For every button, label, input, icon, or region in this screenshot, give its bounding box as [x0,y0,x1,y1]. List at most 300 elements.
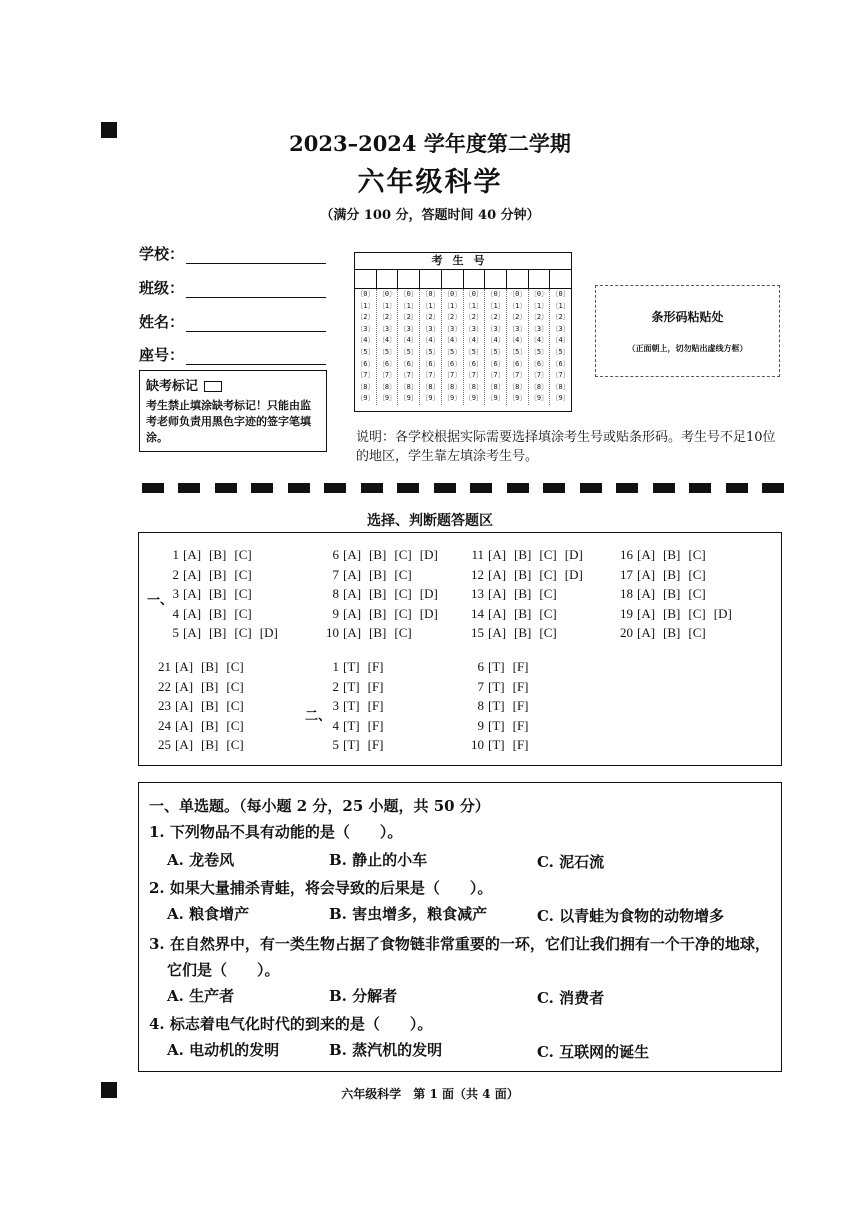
answer-row [319,547,446,563]
exam-id-bubble[interactable]: 〔9〕 [356,394,375,403]
exam-id-bubble[interactable]: 〔6〕 [377,359,397,368]
exam-id-bubble[interactable]: 〔2〕 [399,313,418,322]
exam-id-bubble[interactable]: 〔3〕 [356,324,375,333]
answer-bubble[interactable]: [F] [367,737,384,752]
answer-bubble[interactable]: [A] [488,625,507,640]
exam-id-bubble[interactable]: 〔0〕 [486,290,505,298]
exam-id-bubble[interactable]: 〔2〕 [443,313,462,322]
barcode-area [595,285,780,377]
q2-option-c[interactable]: C. 以青蛙为食物的动物增多 [537,907,725,925]
answer-bubble[interactable]: [D] [419,605,438,621]
answer-bubble[interactable]: [B] [209,605,227,621]
answer-bubble[interactable]: [C] [688,605,706,621]
answer-number: 19 [620,605,633,621]
answer-bubble[interactable]: [C] [226,659,244,674]
exam-id-bubble[interactable]: 〔7〕 [421,371,440,380]
answer-bubble[interactable]: [T] [488,659,505,674]
answer-bubble[interactable]: [A] [183,547,202,562]
exam-id-bubble[interactable]: 〔8〕 [529,382,549,391]
answer-bubble[interactable]: [C] [226,717,244,733]
answer-bubble[interactable]: [A] [488,586,507,601]
exam-id-bubble[interactable]: 〔8〕 [356,382,375,391]
answer-bubble[interactable]: [C] [688,547,706,562]
answer-row [319,698,392,714]
answer-bubble[interactable]: [B] [514,586,532,601]
answer-row [613,567,714,583]
answer-sheet-box [138,532,782,766]
answer-bubble[interactable]: [C] [234,605,252,621]
exam-id-bubble[interactable]: 〔4〕 [464,336,483,345]
exam-id-bubble[interactable]: 〔4〕 [486,336,505,345]
q4-option-b[interactable]: B. 蒸汽机的发明 [329,1041,443,1059]
answer-bubble[interactable]: [F] [512,678,529,694]
exam-id-bubble[interactable]: 〔6〕 [356,359,375,368]
answer-bubble[interactable]: [A] [488,547,507,562]
exam-id-column[interactable] [529,289,551,405]
exam-id-bubble[interactable]: 〔1〕 [464,301,483,310]
exam-id-bubble[interactable]: 〔9〕 [377,394,397,403]
answer-bubble[interactable]: [C] [394,625,412,640]
answer-bubble[interactable]: [T] [488,698,505,713]
answer-bubble[interactable]: [A] [343,586,362,601]
answer-bubble[interactable]: [A] [343,547,362,562]
exam-id-column[interactable] [355,289,377,405]
exam-id-bubble[interactable]: 〔4〕 [399,336,418,345]
answer-bubble[interactable]: [D] [419,586,438,601]
exam-id-bubble[interactable]: 〔0〕 [377,290,397,298]
answer-bubble[interactable]: [T] [343,659,360,674]
exam-id-column[interactable] [464,289,486,405]
exam-id-bubble[interactable]: 〔9〕 [464,394,483,403]
answer-row [151,698,252,714]
answer-bubble[interactable]: [C] [226,698,244,713]
name-label: 姓名： [139,313,185,331]
exam-id-column[interactable] [420,289,442,405]
exam-id-bubble[interactable]: 〔4〕 [529,336,549,345]
answer-bubble[interactable]: [C] [688,566,706,582]
exam-id-bubble[interactable]: 〔0〕 [356,290,375,298]
q3-stem: 3. 在自然界中，有一类生物占据了食物链非常重要的一环，它们让我们拥有一个干净的地球， [149,935,770,953]
exam-id-bubble[interactable]: 〔9〕 [551,394,570,403]
answer-bubble[interactable]: [C] [234,547,252,562]
answer-bubble[interactable]: [A] [175,678,194,694]
exam-id-bubble[interactable]: 〔7〕 [443,371,462,380]
answer-number: 16 [620,547,633,562]
answer-bubble[interactable]: [F] [367,698,384,713]
answer-bubble[interactable]: [B] [369,625,387,640]
exam-id-bubble[interactable]: 〔3〕 [551,324,570,333]
answer-bubble[interactable]: [T] [343,737,360,752]
answer-bubble[interactable]: [C] [226,737,244,752]
exam-id-bubble[interactable]: 〔6〕 [464,359,483,368]
answer-number: 24 [158,717,171,733]
answer-bubble[interactable]: [C] [539,547,557,562]
answer-bubble[interactable]: [C] [234,625,252,640]
answer-bubble[interactable]: [C] [394,547,412,562]
exam-id-bubble[interactable]: 〔7〕 [529,371,549,380]
exam-id-bubble[interactable]: 〔6〕 [399,359,418,368]
q1-option-b[interactable]: B. 静止的小车 [329,851,428,869]
exam-id-bubble[interactable]: 〔9〕 [443,394,462,403]
answer-number: 2 [172,566,179,582]
exam-id-bubble[interactable]: 〔4〕 [356,336,375,345]
answer-bubble[interactable]: [T] [488,737,505,752]
exam-id-bubble[interactable]: 〔5〕 [356,347,375,356]
answer-number: 3 [332,698,339,713]
answer-number: 9 [477,717,484,733]
answer-bubble[interactable]: [A] [488,605,507,621]
answer-bubble[interactable]: [B] [514,547,532,562]
answer-number: 6 [477,659,484,674]
exam-id-bubble[interactable]: 〔3〕 [421,324,440,333]
exam-id-bubble[interactable]: 〔2〕 [464,313,483,322]
exam-id-grid [354,252,572,412]
exam-id-bubble[interactable]: 〔2〕 [377,313,397,322]
class-field[interactable] [139,277,326,298]
exam-id-bubble[interactable]: 〔9〕 [529,394,549,403]
answer-bubble[interactable]: [F] [512,737,529,752]
exam-id-bubble[interactable]: 〔9〕 [486,394,505,403]
exam-id-bubble[interactable]: 〔3〕 [464,324,483,333]
answer-bubble[interactable]: [A] [175,737,194,752]
answer-bubble[interactable]: [F] [367,659,384,674]
answer-row [151,659,252,675]
exam-id-bubble[interactable]: 〔5〕 [443,347,462,356]
answer-bubble[interactable]: [D] [564,566,583,582]
exam-id-bubble[interactable]: 〔5〕 [486,347,505,356]
answer-row [613,606,740,622]
exam-id-bubble[interactable]: 〔0〕 [421,290,440,298]
answer-bubble[interactable]: [A] [175,717,194,733]
exam-id-bubble[interactable]: 〔1〕 [399,301,418,310]
answer-bubble[interactable]: [F] [512,698,529,713]
answer-number: 21 [158,659,171,674]
exam-id-bubble[interactable]: 〔6〕 [508,359,527,368]
answer-bubble[interactable]: [B] [369,547,387,562]
exam-id-bubble[interactable]: 〔2〕 [508,313,527,322]
exam-id-bubble[interactable]: 〔8〕 [508,382,527,391]
answer-bubble[interactable]: [B] [201,659,219,674]
answer-bubble[interactable]: [A] [637,547,656,562]
answer-bubble[interactable]: [A] [183,625,202,640]
answer-number: 23 [158,698,171,713]
answer-bubble[interactable]: [B] [663,566,681,582]
answer-bubble[interactable]: [A] [488,566,507,582]
exam-id-column[interactable] [485,289,507,405]
exam-id-bubble[interactable]: 〔2〕 [486,313,505,322]
q4-option-c[interactable]: C. 互联网的诞生 [537,1043,650,1061]
exam-id-bubble[interactable]: 〔1〕 [486,301,505,310]
answer-number: 22 [158,678,171,694]
exam-id-bubble[interactable]: 〔4〕 [443,336,462,345]
answer-row [464,547,591,563]
exam-id-bubble[interactable]: 〔7〕 [356,371,375,380]
q1-option-c[interactable]: C. 泥石流 [537,853,605,871]
answer-number: 10 [471,737,484,752]
answer-bubble[interactable]: [T] [488,678,505,694]
exam-id-bubble[interactable]: 〔1〕 [421,301,440,310]
exam-id-bubble[interactable]: 〔3〕 [399,324,418,333]
exam-id-bubble[interactable]: 〔1〕 [356,301,375,310]
answer-bubble[interactable]: [C] [688,586,706,601]
answer-row [613,625,714,641]
class-line[interactable] [186,283,326,298]
answer-bubble[interactable]: [F] [367,717,384,733]
q3-option-b[interactable]: B. 分解者 [329,987,398,1005]
exam-id-bubble[interactable]: 〔3〕 [529,324,549,333]
exam-id-bubble[interactable]: 〔1〕 [551,301,570,310]
answer-row [464,659,537,675]
exam-id-bubble[interactable]: 〔9〕 [399,394,418,403]
answer-bubble[interactable]: [A] [175,659,194,674]
answer-row [319,679,392,695]
answer-bubble[interactable]: [A] [183,566,202,582]
answer-bubble[interactable]: [F] [512,717,529,733]
exam-id-bubble[interactable]: 〔7〕 [399,371,418,380]
answer-number: 1 [332,659,339,674]
answer-bubble[interactable]: [A] [637,605,656,621]
barcode-hint: （正面朝上，切勿贴出虚线方框） [627,343,748,353]
q3-stem-cont: 它们是（ ）。 [167,961,280,979]
answer-row [151,679,252,695]
exam-id-bubble[interactable]: 〔3〕 [486,324,505,333]
exam-id-bubble[interactable]: 〔0〕 [464,290,483,298]
exam-id-bubble[interactable]: 〔5〕 [377,347,397,356]
exam-id-column[interactable] [550,289,571,405]
exam-id-column[interactable] [377,289,399,405]
exam-id-bubble[interactable]: 〔7〕 [377,371,397,380]
answer-bubble[interactable]: [B] [663,586,681,601]
answer-row [151,737,252,753]
exam-id-bubble[interactable]: 〔0〕 [529,290,549,298]
seat-line[interactable] [186,350,326,365]
exam-id-bubble[interactable]: 〔1〕 [508,301,527,310]
exam-id-bubble[interactable]: 〔8〕 [399,382,418,391]
answer-number: 1 [172,547,179,562]
answer-bubble[interactable]: [A] [343,625,362,640]
answer-bubble[interactable]: [C] [234,586,252,601]
exam-id-bubble[interactable]: 〔2〕 [529,313,549,322]
answer-row [319,718,392,734]
exam-id-column[interactable] [398,289,420,405]
exam-id-bubble[interactable]: 〔0〕 [508,290,527,298]
exam-id-bubble[interactable]: 〔8〕 [464,382,483,391]
answer-number: 2 [332,678,339,694]
exam-id-bubble[interactable]: 〔8〕 [551,382,570,391]
exam-id-bubble[interactable]: 〔8〕 [377,382,397,391]
page-footer: 六年级科学 第 1 面（共 4 面） [341,1087,519,1101]
answer-bubble[interactable]: [D] [259,625,278,640]
answer-bubble[interactable]: [B] [663,605,681,621]
q1-option-a[interactable]: A. 龙卷风 [167,851,235,869]
answer-bubble[interactable]: [T] [343,698,360,713]
exam-id-bubble[interactable]: 〔4〕 [551,336,570,345]
answer-row [319,586,446,602]
exam-id-bubble[interactable]: 〔8〕 [443,382,462,391]
exam-id-column[interactable] [507,289,529,405]
answer-bubble[interactable]: [A] [343,605,362,621]
answer-bubble[interactable]: [T] [343,717,360,733]
answer-row [159,567,260,583]
exam-id-bubble[interactable]: 〔3〕 [443,324,462,333]
answer-row [319,567,420,583]
exam-id-bubble[interactable]: 〔5〕 [508,347,527,356]
exam-id-bubble[interactable]: 〔6〕 [486,359,505,368]
exam-id-bubble[interactable]: 〔6〕 [421,359,440,368]
answer-bubble[interactable]: [B] [663,547,681,562]
answer-row [464,737,537,753]
answer-bubble[interactable]: [A] [183,586,202,601]
barcode-label: 条形码粘贴处 [651,310,724,324]
answer-bubble[interactable]: [C] [539,586,557,601]
exam-id-bubble[interactable]: 〔5〕 [421,347,440,356]
answer-bubble[interactable]: [D] [419,547,438,562]
answer-row [464,567,591,583]
absent-checkbox[interactable] [204,381,222,392]
answer-bubble[interactable]: [F] [512,659,529,674]
answer-bubble[interactable]: [C] [394,605,412,621]
answer-row [464,606,565,622]
exam-id-bubble[interactable]: 〔5〕 [551,347,570,356]
q3-option-c[interactable]: C. 消费者 [537,989,605,1007]
exam-subtitle: （满分 100 分，答题时间 40 分钟） [320,208,540,223]
answer-row [319,625,420,641]
seat-label: 座号： [139,346,185,364]
answer-bubble[interactable]: [D] [713,605,732,621]
answer-number: 18 [620,586,633,601]
answer-bubble[interactable]: [C] [394,586,412,601]
exam-id-bubble[interactable]: 〔3〕 [508,324,527,333]
exam-id-bubble-columns[interactable] [355,289,571,405]
answer-row [613,547,714,563]
answer-row [464,718,537,734]
answer-number: 3 [172,586,179,601]
exam-id-bubble[interactable]: 〔7〕 [464,371,483,380]
answer-bubble[interactable]: [A] [637,586,656,601]
q1-stem: 1. 下列物品不具有动能的是（ ）。 [149,823,403,841]
exam-id-bubble[interactable]: 〔7〕 [508,371,527,380]
exam-id-bubble[interactable]: 〔7〕 [551,371,570,380]
exam-id-bubble[interactable]: 〔5〕 [529,347,549,356]
answer-bubble[interactable]: [A] [637,566,656,582]
exam-id-bubble[interactable]: 〔1〕 [529,301,549,310]
exam-id-bubble[interactable]: 〔1〕 [443,301,462,310]
exam-id-bubble[interactable]: 〔2〕 [551,313,570,322]
answer-bubble[interactable]: [A] [183,605,202,621]
answer-bubble[interactable]: [B] [201,698,219,713]
answer-bubble[interactable]: [C] [394,566,412,582]
answer-bubble[interactable]: [B] [201,717,219,733]
q3-option-a[interactable]: A. 生产者 [167,987,235,1005]
answer-bubble[interactable]: [C] [539,605,557,621]
name-field[interactable] [139,311,326,332]
answer-bubble[interactable]: [C] [226,678,244,694]
answer-bubble[interactable]: [F] [367,678,384,694]
exam-id-bubble[interactable]: 〔8〕 [486,382,505,391]
answer-bubble[interactable]: [B] [369,605,387,621]
answer-bubble[interactable]: [T] [488,717,505,733]
answer-bubble[interactable]: [A] [343,566,362,582]
answer-bubble[interactable]: [B] [201,678,219,694]
answer-bubble[interactable]: [B] [209,625,227,640]
answer-number: 7 [477,678,484,694]
exam-id-header: 考生号 [355,253,571,270]
name-line[interactable] [186,317,326,332]
instruction-note: 说明：各学校根据实际需要选择填涂考生号或贴条形码。考生号不足10位的地区，学生靠左填涂考生号。 [356,430,776,464]
answer-bubble[interactable]: [B] [209,566,227,582]
exam-id-bubble[interactable]: 〔4〕 [421,336,440,345]
answer-bubble[interactable]: [A] [175,698,194,713]
answer-number: 13 [471,586,484,601]
exam-id-bubble[interactable]: 〔7〕 [486,371,505,380]
answer-bubble[interactable]: [B] [201,737,219,752]
answer-bubble[interactable]: [C] [539,566,557,582]
tear-line [142,483,784,493]
exam-id-bubble[interactable]: 〔6〕 [529,359,549,368]
answer-bubble[interactable]: [B] [209,586,227,601]
answer-bubble[interactable]: [B] [369,586,387,601]
answer-bubble[interactable]: [D] [564,547,583,562]
answer-bubble[interactable]: [A] [637,625,656,640]
answer-number: 14 [471,605,484,621]
answer-bubble[interactable]: [T] [343,678,360,694]
answer-bubble[interactable]: [C] [234,566,252,582]
exam-id-bubble[interactable]: 〔6〕 [551,359,570,368]
answer-bubble[interactable]: [B] [514,566,532,582]
exam-id-bubble[interactable]: 〔9〕 [508,394,527,403]
exam-id-bubble[interactable]: 〔1〕 [377,301,397,310]
exam-id-bubble[interactable]: 〔4〕 [508,336,527,345]
exam-id-column[interactable] [442,289,464,405]
answer-bubble[interactable]: [B] [209,547,227,562]
exam-id-write-boxes[interactable] [355,270,571,289]
answer-row [319,737,392,753]
answer-bubble[interactable]: [B] [514,625,532,640]
answer-row [159,606,260,622]
answer-bubble[interactable]: [C] [539,625,557,640]
part1-label: 一、 [147,593,174,608]
answer-bubble[interactable]: [B] [663,625,681,640]
exam-id-bubble[interactable]: 〔6〕 [443,359,462,368]
exam-id-bubble[interactable]: 〔0〕 [399,290,418,298]
exam-id-bubble[interactable]: 〔9〕 [421,394,440,403]
school-line[interactable] [186,249,326,264]
school-field[interactable] [139,243,326,264]
exam-id-bubble[interactable]: 〔5〕 [399,347,418,356]
answer-bubble[interactable]: [B] [369,566,387,582]
answer-bubble[interactable]: [B] [514,605,532,621]
exam-id-bubble[interactable]: 〔4〕 [377,336,397,345]
exam-id-bubble[interactable]: 〔3〕 [377,324,397,333]
class-label: 班级： [139,279,185,297]
answer-number: 6 [332,547,339,562]
answer-number: 8 [477,698,484,713]
exam-id-bubble[interactable]: 〔8〕 [421,382,440,391]
exam-id-bubble[interactable]: 〔2〕 [356,313,375,322]
seat-field[interactable] [139,344,326,365]
q2-option-a[interactable]: A. 粮食增产 [167,905,250,923]
answer-bubble[interactable]: [C] [688,625,706,640]
exam-id-bubble[interactable]: 〔0〕 [551,290,570,298]
answer-number: 9 [332,605,339,621]
exam-id-bubble[interactable]: 〔0〕 [443,290,462,298]
answer-area-title: 选择、判断题答题区 [367,513,493,529]
answer-number: 7 [332,566,339,582]
q2-option-b[interactable]: B. 害虫增多，粮食减产 [329,905,488,923]
q4-option-a[interactable]: A. 电动机的发明 [167,1041,280,1059]
exam-id-bubble[interactable]: 〔2〕 [421,313,440,322]
exam-id-bubble[interactable]: 〔5〕 [464,347,483,356]
